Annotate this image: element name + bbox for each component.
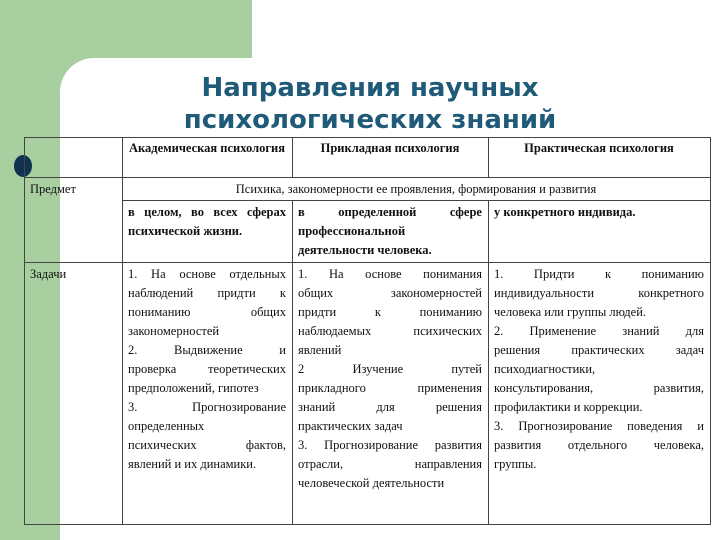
tasks-practical-cell <box>489 263 711 525</box>
tasks-row <box>25 263 711 525</box>
tasks-academic-line: 1. На основе отдельных <box>128 267 286 281</box>
table-header-row <box>25 138 711 178</box>
tasks-applied-line: прикладного применения <box>298 381 482 395</box>
tasks-academic-line: предположений, гипотез <box>128 381 259 395</box>
tasks-practical-line: индивидуальности конкретного <box>494 286 704 300</box>
tasks-applied-line: практических задач <box>298 419 403 433</box>
tasks-practical-line: 1. Придти к пониманию <box>494 267 704 281</box>
tasks-academic-line: наблюдений придти к <box>128 286 286 300</box>
scope-academic-line-2: психической жизни. <box>128 224 243 238</box>
tasks-applied-cell <box>293 263 489 525</box>
tasks-academic-line: явлений и их динамики. <box>128 457 257 471</box>
header-applied: Прикладная психология <box>293 138 489 178</box>
tasks-practical-line: психодиагностики, <box>494 362 596 376</box>
scope-applied-line-1: в определенной сфере <box>298 205 482 219</box>
slide-title-line-2: психологических знаний <box>183 105 557 135</box>
tasks-practical-line: человека или группы людей. <box>494 305 647 319</box>
tasks-applied-line: наблюдаемых психических <box>298 324 482 338</box>
tasks-academic-line: психических фактов, <box>128 438 286 452</box>
tasks-practical-line: 2. Применение знаний для <box>494 324 704 338</box>
tasks-applied-line: явлений <box>298 343 342 357</box>
scope-applied-line-2: профессиональной <box>298 224 406 238</box>
tasks-applied-line: отрасли, направления <box>298 457 482 471</box>
scope-practical-cell <box>489 201 711 263</box>
tasks-applied-line: знаний для решения <box>298 400 482 414</box>
tasks-applied-line: 1. На основе понимания <box>298 267 482 281</box>
tasks-academic-line: 3. Прогнозирование <box>128 400 286 414</box>
slide-title <box>120 72 620 136</box>
scope-applied-line-3: деятельности человека. <box>298 243 432 257</box>
tasks-applied-line: человеческой деятельности <box>298 476 445 490</box>
tasks-academic-line: пониманию общих <box>128 305 286 319</box>
subject-label-cell <box>25 178 123 263</box>
tasks-label-cell <box>25 263 123 525</box>
header-academic <box>123 138 293 178</box>
tasks-practical-line: консультирования, развития, <box>494 381 704 395</box>
tasks-academic-cell <box>123 263 293 525</box>
scope-academic-line-1: в целом, во всех сферах <box>128 205 286 219</box>
tasks-academic-line: закономерностей <box>128 324 220 338</box>
tasks-practical-line: 3. Прогнозирование поведения и <box>494 419 704 433</box>
subject-row <box>25 178 711 201</box>
tasks-practical-line: развития отдельного человека, <box>494 438 704 452</box>
tasks-applied-line: 3. Прогнозирование развития <box>298 438 482 452</box>
slide-title-line-1: Направления научных <box>201 73 539 103</box>
subject-common-text: Психика, закономерности ее проявления, формирования и развития <box>235 182 597 196</box>
header-academic-label: Академическая психология <box>128 141 286 155</box>
tasks-applied-line: придти к пониманию <box>298 305 482 319</box>
tasks-academic-line: определенных <box>128 419 205 433</box>
tasks-academic-line: проверка теоретических <box>128 362 286 376</box>
subject-label: Предмет <box>30 182 76 196</box>
scope-applied-cell <box>293 201 489 263</box>
subject-common-cell <box>123 178 711 201</box>
directions-table <box>24 137 711 525</box>
scope-row <box>25 201 711 263</box>
tasks-practical-line: профилактики и коррекции. <box>494 400 643 414</box>
tasks-applied-line: 2 Изучение путей <box>298 362 482 376</box>
header-practical: Практическая психология <box>489 138 711 178</box>
tasks-practical-line: решения практических задач <box>494 343 704 357</box>
scope-practical-line-1: у конкретного индивида. <box>494 205 636 219</box>
tasks-practical-line: группы. <box>494 457 537 471</box>
header-empty-cell <box>25 138 123 178</box>
scope-academic-cell <box>123 201 293 263</box>
tasks-label: Задачи <box>30 267 67 281</box>
tasks-applied-line: общих закономерностей <box>298 286 482 300</box>
tasks-academic-line: 2. Выдвижение и <box>128 343 286 357</box>
